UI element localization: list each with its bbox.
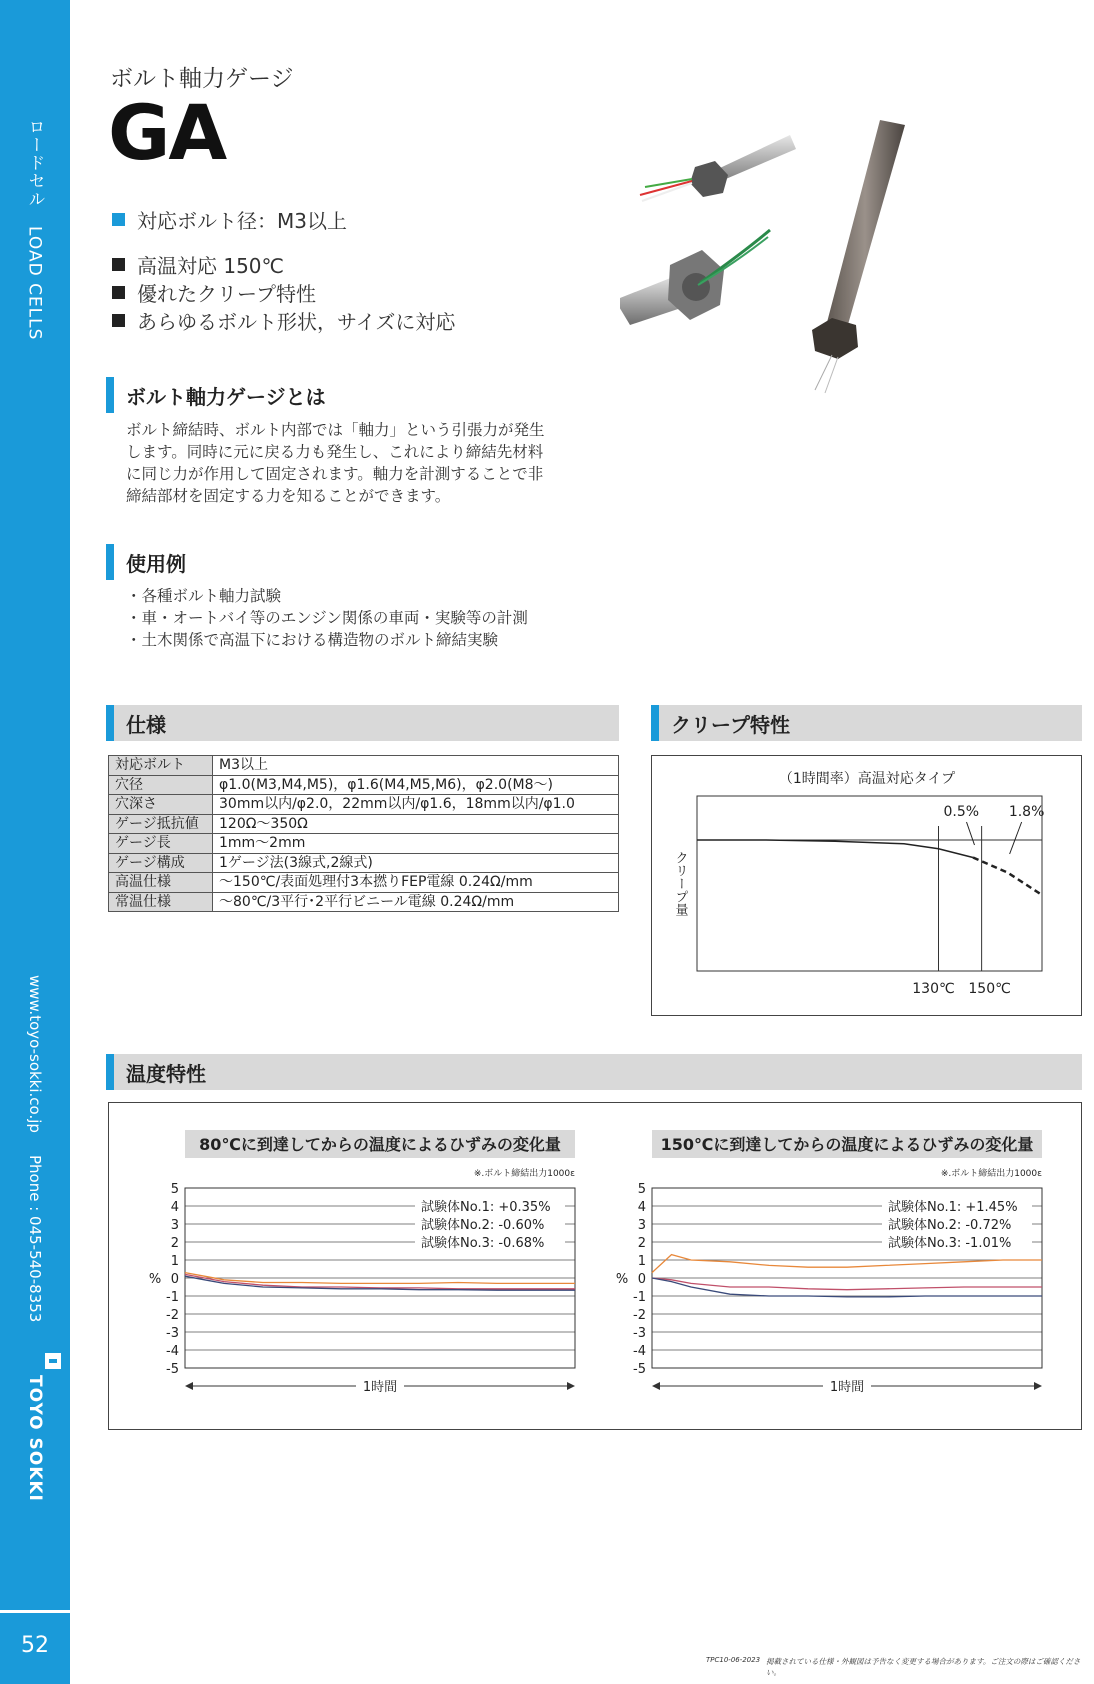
feature-item xyxy=(112,205,347,234)
y-tick-label: -4 xyxy=(166,1344,179,1359)
sidebar-brand: TOYO SOKKI xyxy=(25,1375,45,1502)
feature-item xyxy=(112,306,455,335)
about-description: ボルト締結時、ボルト内部では「軸力」という引張力が発生 します。同時に元に戻る力も発生し、これにより締結先材料 に同じ力が作用して固定されます。軸力を計測することで非 締結部材を固定する力を知ることができます。 xyxy=(126,421,545,505)
list-item: ・車・オートバイ等のエンジン関係の車両・実験等の計測 xyxy=(126,609,528,627)
y-tick-label: 0 xyxy=(170,1272,179,1287)
temp-chart-150 xyxy=(576,1103,1063,1431)
annotation-arrow xyxy=(967,822,975,845)
arrow-right-icon xyxy=(1034,1382,1042,1390)
product-title: GA xyxy=(108,88,226,177)
list-item: ・各種ボルト軸力試験 xyxy=(126,587,282,605)
table-row: 穴径 φ1.0(M3,M4,M5)，φ1.6(M4,M5,M6)，φ2.0(M8～) xyxy=(109,775,619,795)
y-tick-label: 4 xyxy=(170,1200,179,1215)
temp-chart-80 xyxy=(109,1103,596,1431)
y-tick-label: -3 xyxy=(166,1326,179,1341)
sidebar xyxy=(0,0,70,1684)
legend-entry: 試験体No.2: -0.72% xyxy=(888,1218,1012,1233)
y-tick-label: 0 xyxy=(637,1272,646,1287)
legend-entry: 試験体No.3: -0.68% xyxy=(421,1236,545,1251)
chart-title: （1時間率）高温対応タイプ xyxy=(778,771,956,787)
legend-entry: 試験体No.1: +1.45% xyxy=(888,1200,1018,1215)
y-tick-label: -5 xyxy=(166,1362,179,1377)
feature-item xyxy=(112,250,284,279)
y-tick-label: 2 xyxy=(637,1236,646,1251)
product-subtitle: ボルト軸力ゲージ xyxy=(110,66,294,92)
chart-note: ※.ボルト締結出力1000ε xyxy=(940,1169,1042,1179)
table-row: 穴深さ 30mm以内/φ2.0，22mm以内/φ1.6，18mm以内/φ1.0 xyxy=(109,795,619,815)
about-heading: ボルト軸力ゲージとは xyxy=(106,377,326,413)
arrow-left-icon xyxy=(185,1382,193,1390)
usage-list xyxy=(126,585,528,651)
chart-title: 150℃に到達してからの温度によるひずみの変化量 xyxy=(660,1135,1034,1154)
page-number: 52 xyxy=(21,1633,49,1658)
annotation-label: 1.8% xyxy=(1008,804,1045,820)
series-line xyxy=(652,1255,1042,1273)
chart-title: 80℃に到達してからの温度によるひずみの変化量 xyxy=(199,1135,561,1154)
creep-chart-box xyxy=(651,755,1082,1016)
y-axis-label: % xyxy=(615,1272,629,1287)
y-tick-label: -5 xyxy=(633,1362,646,1377)
y-axis-label: クリープ量 xyxy=(672,851,688,916)
table-row: ゲージ抵抗値 120Ω～350Ω xyxy=(109,814,619,834)
sidebar-website: www.toyo-sokki.co.jp xyxy=(26,975,44,1133)
table-row: 対応ボルト M3以上 xyxy=(109,756,619,776)
creep-heading: クリープ特性 xyxy=(651,705,1082,741)
square-bullet-icon xyxy=(112,286,125,299)
list-item: ・土木関係で高温下における構造物のボルト締結実験 xyxy=(126,631,499,649)
table-row: 常温仕様 ～80℃/3平行･2平行ビニール電線 0.24Ω/mm xyxy=(109,892,619,912)
sidebar-category: ロードセル LOAD CELLS xyxy=(24,118,45,341)
feature-item xyxy=(112,278,316,307)
sidebar-phone: Phone : 045-540-8353 xyxy=(26,1155,44,1323)
legend-entry: 試験体No.3: -1.01% xyxy=(888,1236,1012,1251)
document-code: TPC10-06-2023 xyxy=(706,1656,761,1664)
y-axis-label: % xyxy=(148,1272,162,1287)
brand-logo-icon xyxy=(45,1353,61,1369)
y-tick-label: -1 xyxy=(166,1290,179,1305)
usage-heading: 使用例 xyxy=(106,544,186,580)
square-bullet-icon xyxy=(112,213,125,226)
section-bar xyxy=(106,544,114,580)
product-photo xyxy=(620,115,990,395)
feature-text: 優れたクリープ特性 xyxy=(137,282,316,306)
x-axis-label: 1時間 xyxy=(362,1380,398,1395)
plot-area xyxy=(697,796,1042,971)
tick-label: 150℃ xyxy=(968,981,1011,997)
y-tick-label: 3 xyxy=(637,1218,646,1233)
section-bar xyxy=(106,705,114,741)
table-row: 高温仕様 ～150℃/表面処理付3本撚りFEP電線 0.24Ω/mm xyxy=(109,873,619,893)
y-tick-label: -4 xyxy=(633,1344,646,1359)
creep-series-dashed xyxy=(973,858,1042,896)
temperature-heading: 温度特性 xyxy=(106,1054,1082,1090)
arrow-right-icon xyxy=(567,1382,575,1390)
tick-label: 130℃ xyxy=(912,981,955,997)
section-bar xyxy=(651,705,659,741)
y-tick-label: 2 xyxy=(170,1236,179,1251)
footer-note: 掲載されている仕様・外観図は予告なく変更する場合があります。ご注文の際はご確認ください。 xyxy=(766,1657,1081,1677)
y-tick-label: 1 xyxy=(637,1254,646,1269)
creep-series-line xyxy=(697,840,973,858)
spec-table xyxy=(108,755,619,912)
y-tick-label: 5 xyxy=(637,1182,646,1197)
y-tick-label: -1 xyxy=(633,1290,646,1305)
y-tick-label: 5 xyxy=(170,1182,179,1197)
legend-entry: 試験体No.1: +0.35% xyxy=(421,1200,551,1215)
chart-note: ※.ボルト締結出力1000ε xyxy=(473,1169,575,1179)
square-bullet-icon xyxy=(112,258,125,271)
table-row: ゲージ長 1mm～2mm xyxy=(109,834,619,854)
series-line xyxy=(652,1278,1042,1290)
section-bar xyxy=(106,1054,114,1090)
square-bullet-icon xyxy=(112,314,125,327)
y-tick-label: 3 xyxy=(170,1218,179,1233)
arrow-left-icon xyxy=(652,1382,660,1390)
feature-text: あらゆるボルト形状，サイズに対応 xyxy=(137,310,456,334)
y-tick-label: 4 xyxy=(637,1200,646,1215)
annotation-arrow xyxy=(1010,822,1022,854)
x-axis-label: 1時間 xyxy=(829,1380,865,1395)
temperature-charts-box xyxy=(108,1102,1082,1430)
spec-heading: 仕様 xyxy=(106,705,619,741)
legend-entry: 試験体No.2: -0.60% xyxy=(421,1218,545,1233)
feature-text: 高温対応 150℃ xyxy=(137,254,284,278)
y-tick-label: 1 xyxy=(170,1254,179,1269)
creep-chart xyxy=(652,756,1083,1017)
y-tick-label: -3 xyxy=(633,1326,646,1341)
y-tick-label: -2 xyxy=(633,1308,646,1323)
table-row: ゲージ構成 1ゲージ法(3線式,2線式) xyxy=(109,853,619,873)
section-bar xyxy=(106,377,114,413)
y-tick-label: -2 xyxy=(166,1308,179,1323)
feature-text: 対応ボルト径：M3以上 xyxy=(137,209,347,233)
annotation-label: 0.5% xyxy=(943,804,980,820)
